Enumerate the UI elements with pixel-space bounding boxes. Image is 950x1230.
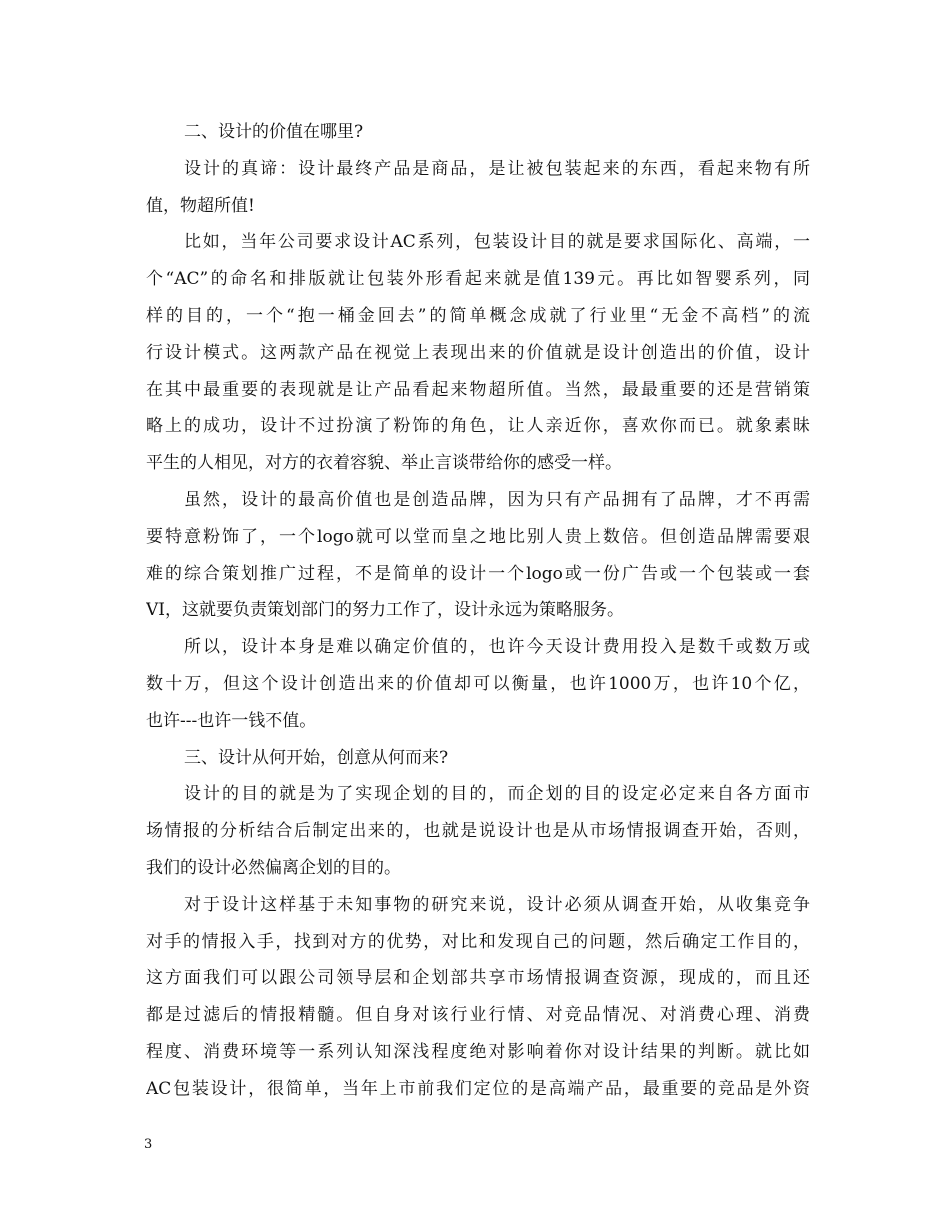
- paragraph-line: 场情报的分析结合后制定出来的，也就是说设计也是从市场情报调查开始，否则，: [146, 821, 810, 842]
- paragraph-line: 对于设计这样基于未知事物的研究来说，设计必须从调查开始，从收集竞争: [184, 894, 810, 915]
- paragraph-line: 这方面我们可以跟公司领导层和企划部共享市场情报调查资源，现成的，而且还: [146, 968, 810, 989]
- section-heading: 二、设计的价值在哪里?: [184, 122, 364, 142]
- paragraph-line: 难的综合策划推广过程，不是简单的设计一个logo或一份广告或一个包装或一套: [146, 563, 810, 584]
- paragraph-line: 平生的人相见，对方的衣着容貌、举止言谈带给你的感受一样。: [146, 453, 622, 474]
- paragraph-line: 设计的真谛：设计最终产品是商品，是让被包装起来的东西，看起来物有所: [184, 158, 810, 179]
- paragraph-line: 要特意粉饰了，一个logo就可以堂而皇之地比别人贵上数倍。但创造品牌需要艰: [146, 526, 810, 547]
- paragraph-line: 也许---也许一钱不值。: [146, 710, 317, 731]
- paragraph-line: AC包装设计，很简单，当年上市前我们定位的是高端产品，最重要的竞品是外资: [146, 1078, 810, 1099]
- paragraph-line: 数十万，但这个设计创造出来的价值却可以衡量，也许1000万，也许10个亿，: [146, 673, 810, 694]
- paragraph-line: 对手的情报入手，找到对方的优势，对比和发现自己的问题，然后确定工作目的，: [146, 931, 810, 952]
- body-text: [146, 114, 810, 1108]
- paragraph-line: 样的目的，一个“抱一桶金回去”的简单概念成就了行业里“无金不高档”的流: [146, 305, 810, 326]
- paragraph-line: 设计的目的就是为了实现企划的目的，而企划的目的设定必定来自各方面市: [184, 784, 810, 805]
- paragraph-line: 都是过滤后的情报精髓。但自身对该行业行情、对竞品情况、对消费心理、消费: [146, 1005, 810, 1026]
- paragraph-line: 所以，设计本身是难以确定价值的，也许今天设计费用投入是数千或数万或: [184, 637, 810, 658]
- paragraph-line: 在其中最重要的表现就是让产品看起来物超所值。当然，最最重要的还是营销策: [146, 379, 810, 400]
- paragraph-line: 值，物超所值!: [146, 195, 255, 216]
- paragraph-line: 虽然，设计的最高价值也是创造品牌，因为只有产品拥有了品牌，才不再需: [184, 489, 810, 510]
- paragraph-line: 略上的成功，设计不过扮演了粉饰的角色，让人亲近你，喜欢你而已。就象素昧: [146, 416, 810, 437]
- paragraph-line: 我们的设计必然偏离企划的目的。: [146, 857, 401, 878]
- section-heading: 三、设计从何开始，创意从何而来?: [184, 747, 449, 768]
- paragraph-line: 行设计模式。这两款产品在视觉上表现出来的价值就是设计创造出的价值，设计: [146, 342, 810, 363]
- paragraph-line: 比如，当年公司要求设计AC系列，包装设计目的就是要求国际化、高端，一: [184, 232, 810, 253]
- paragraph-line: VI，这就要负责策划部门的努力工作了，设计永远为策略服务。: [146, 600, 624, 621]
- paragraph-line: 个“AC”的命名和排版就让包装外形看起来就是值139元。再比如智婴系列，同: [146, 269, 810, 290]
- paragraph-line: 程度、消费环境等一系列认知深浅程度绝对影响着你对设计结果的判断。就比如: [146, 1041, 810, 1062]
- page-number: 3: [144, 1137, 153, 1152]
